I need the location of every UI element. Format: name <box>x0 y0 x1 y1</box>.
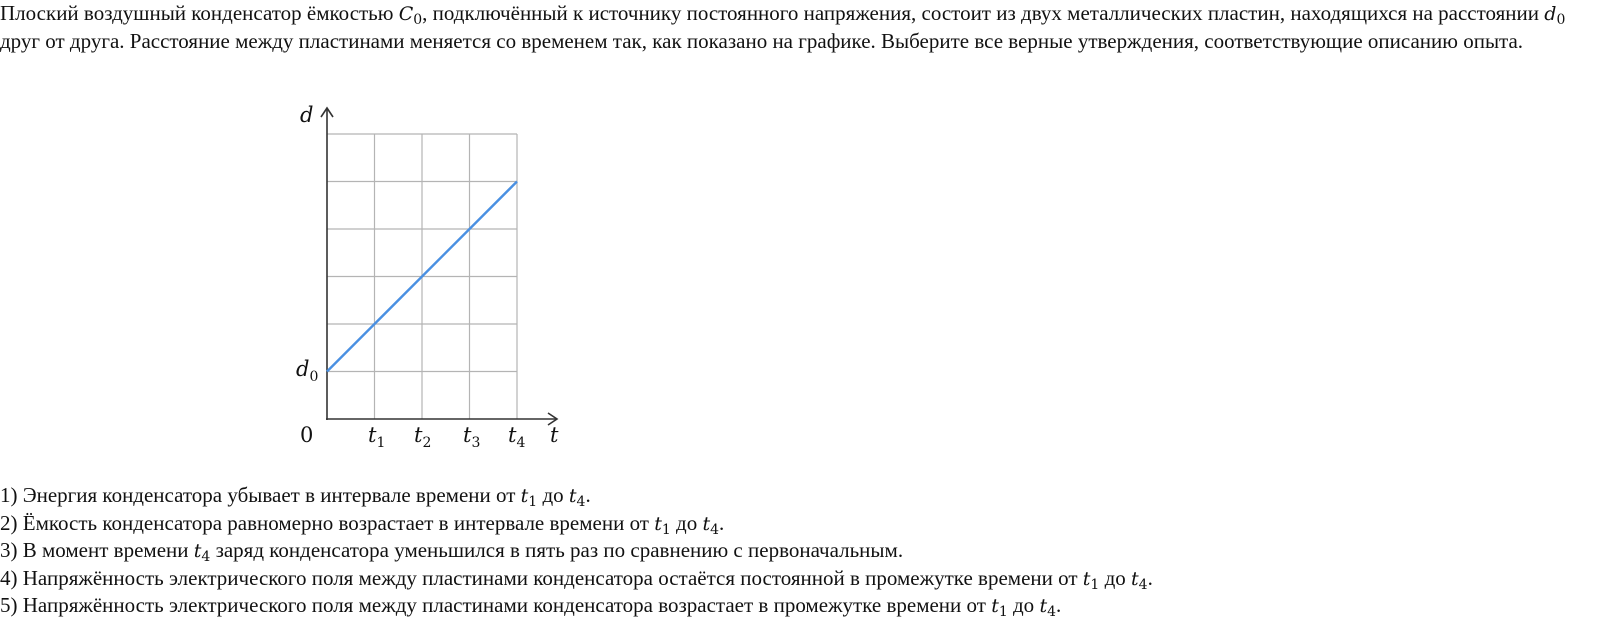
t3-tick-label: $t_3$ <box>463 423 481 451</box>
problem-statement: Плоский воздушный конденсатор ёмкостью $C_0$, подключённый к источнику постоянного напряжения, состоит из двух металлических пластин, находящихся на расстоянии $d_0$ друг от друга. Расстояние между пластинами меняется со временем так, как показано на графике. Выберите все верные утверждения, соответствующие описанию опыта. <box>0 1 1566 53</box>
option-5[interactable]: 5) Напряжённость электрического поля между пластинами конденсатора возрастает в промежутке времени от $t_1$ до $t_4$. <box>0 593 1062 620</box>
distance-symbol: $d_0$ <box>1544 3 1566 28</box>
capacitance-symbol: $C_0$ <box>398 3 423 28</box>
option-1[interactable]: 1) Энергия конденсатора убывает в интервале времени от $t_1$ до $t_4$. <box>0 483 591 510</box>
y-axis-label: d <box>300 103 314 127</box>
d0-tick-label: $d_0$ <box>296 357 319 385</box>
x-axis-label: t <box>550 423 559 447</box>
t1-tick-label: $t_1$ <box>368 423 386 451</box>
axes <box>321 108 557 425</box>
chart-svg <box>0 0 620 470</box>
option-4[interactable]: 4) Напряжённость электрического поля между пластинами конденсатора остаётся постоянной в промежутке времени от $t_1$ до $t_4$. <box>0 565 1153 593</box>
t2-tick-label: $t_2$ <box>414 423 432 451</box>
option-3[interactable]: 3) В момент времени $t_4$ заряд конденсатора уменьшился в пять раз по сравнению с первоначальным. <box>0 538 904 565</box>
origin-label: 0 <box>300 423 314 447</box>
t4-tick-label: $t_4$ <box>508 423 526 451</box>
option-2[interactable]: 2) Ёмкость конденсатора равномерно возрастает в интервале времени от $t_1$ до $t_4$. <box>0 510 725 538</box>
answer-options <box>0 482 1153 620</box>
